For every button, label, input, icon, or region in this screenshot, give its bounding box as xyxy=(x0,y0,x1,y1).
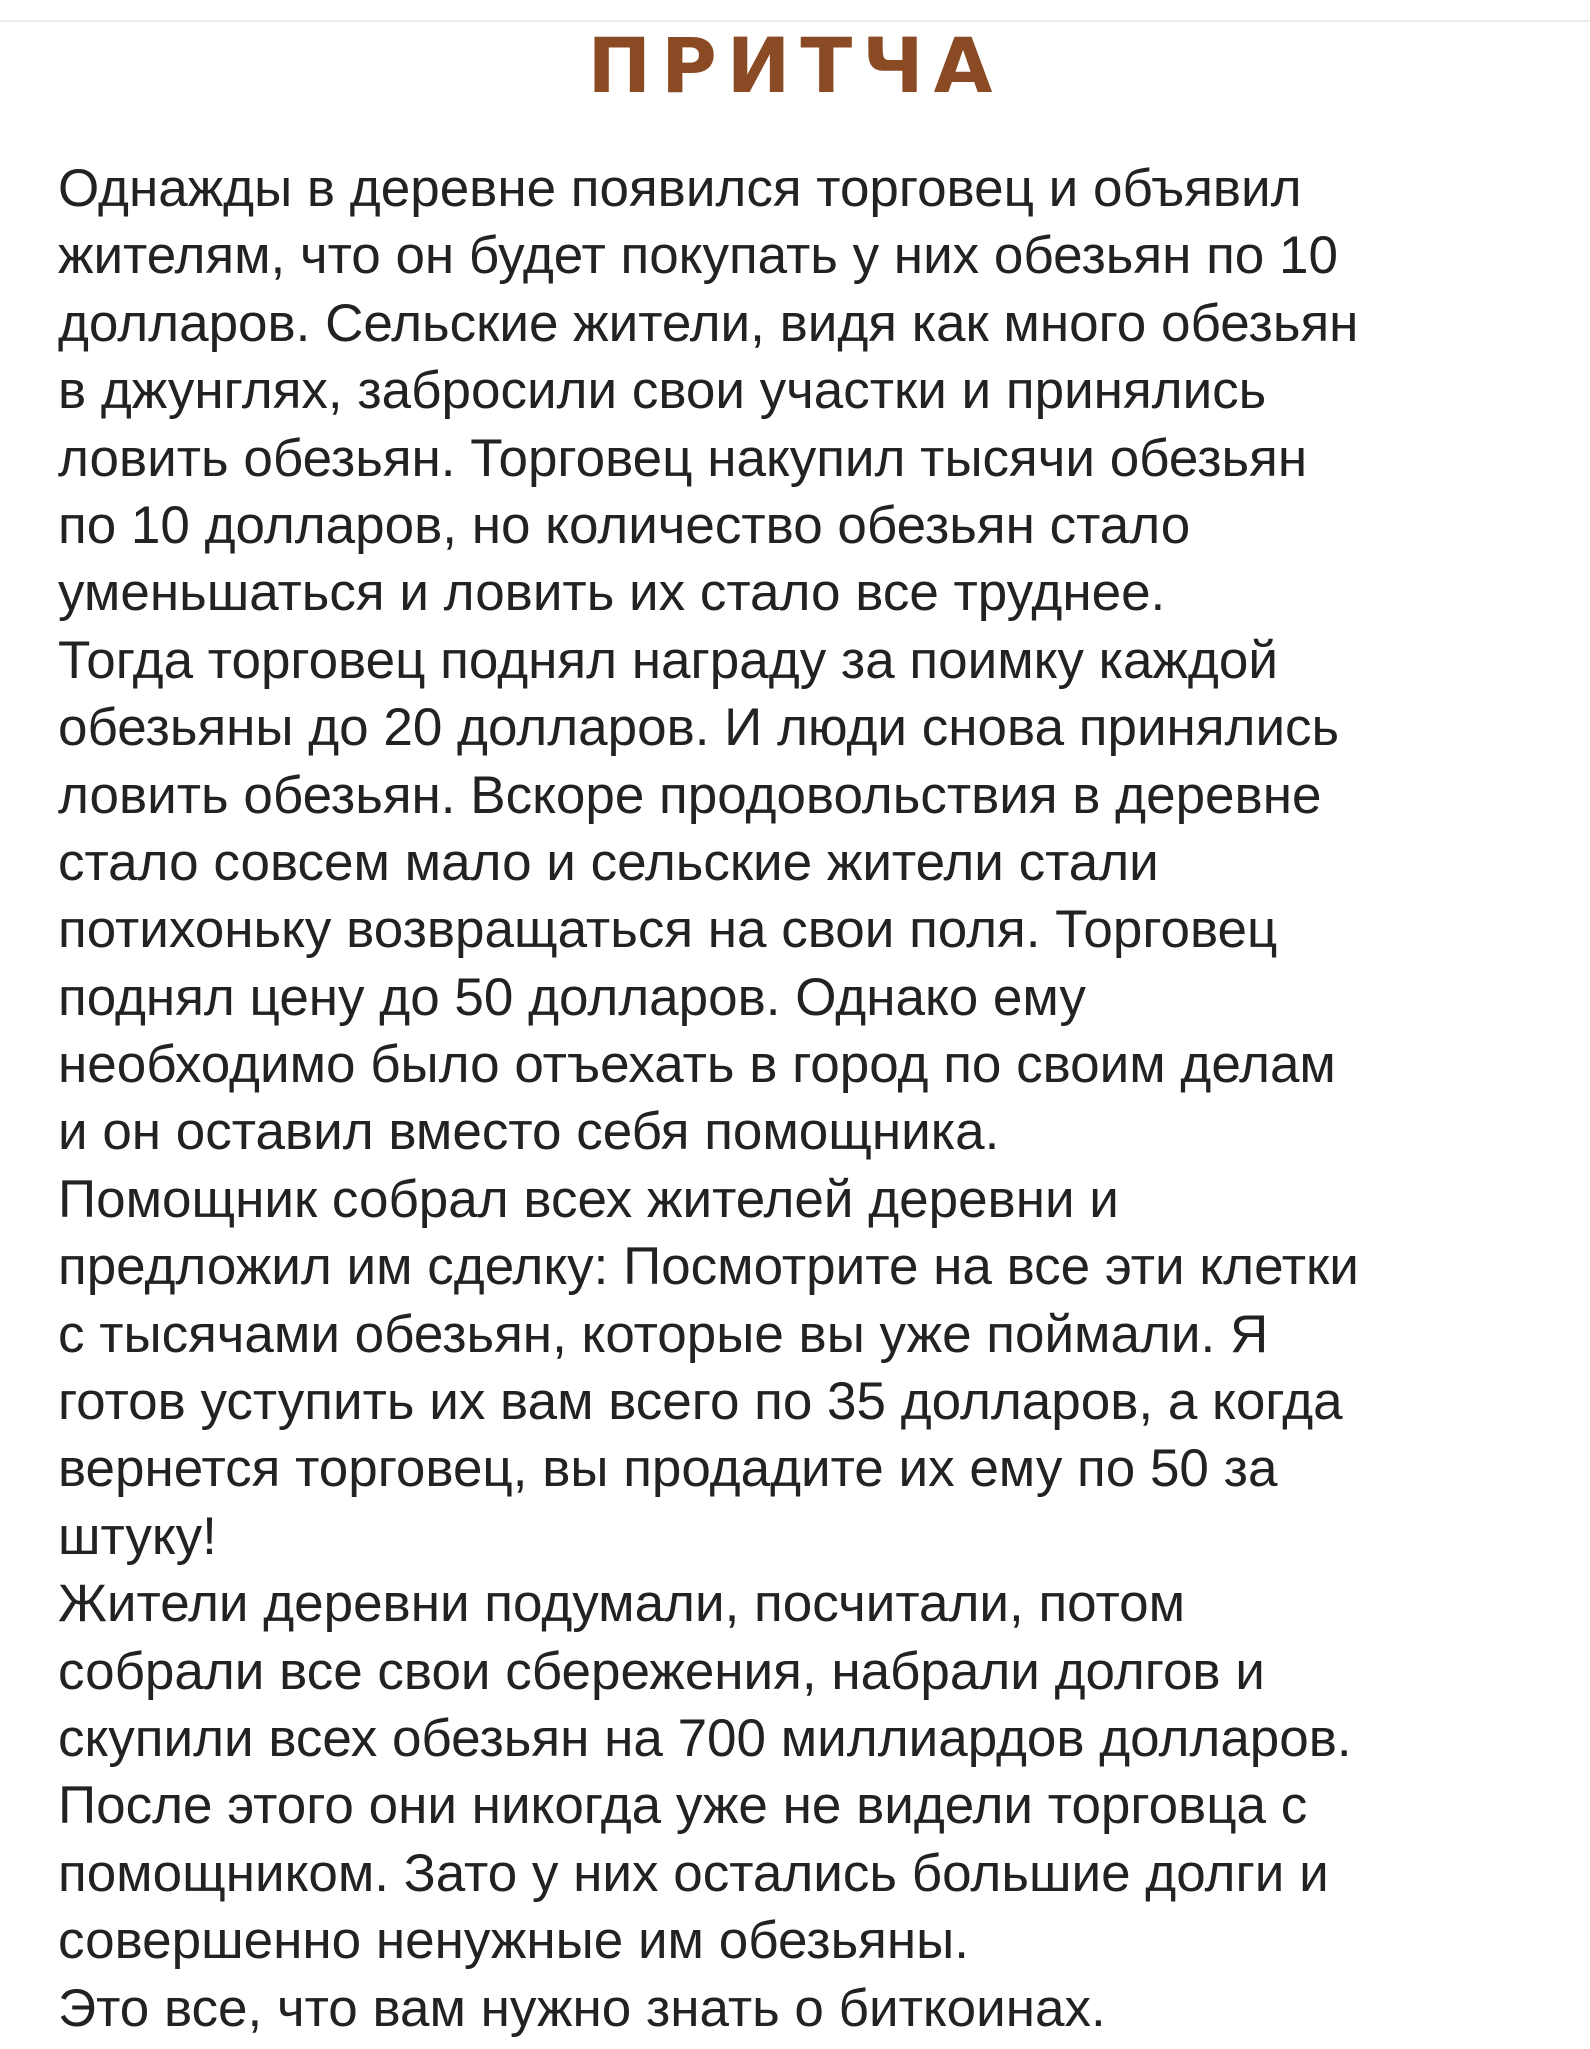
text-line: После этого они никогда уже не видели торговца с xyxy=(58,1776,1308,1836)
text-line: уменьшаться и ловить их стало все труднее. xyxy=(58,563,1166,623)
text-line: вернется торговец, вы продадите их ему по 50 за xyxy=(58,1439,1278,1499)
text-line: предложил им сделку: Посмотрите на все эти клетки xyxy=(58,1237,1359,1297)
text-line: обезьяны до 20 долларов. И люди снова принялись xyxy=(58,698,1340,758)
text-line: штуку! xyxy=(58,1506,217,1566)
text-line: ловить обезьян. Торговец накупил тысячи обезьян xyxy=(58,428,1308,488)
text-line: в джунглях, забросили свои участки и принялись xyxy=(58,361,1267,421)
text-line: Однажды в деревне появился торговец и объявил xyxy=(58,159,1302,218)
text-line: скупили всех обезьян на 700 миллиардов долларов. xyxy=(58,1708,1352,1768)
text-line: долларов. Сельские жители, видя как много обезьян xyxy=(58,293,1359,353)
text-line: необходимо было отъехать в город по своим делам xyxy=(58,1035,1336,1095)
text-line: жителям, что он будет покупать у них обезьян по 10 xyxy=(58,226,1338,286)
text-line: собрали все свои сбережения, набрали долгов и xyxy=(58,1641,1265,1701)
text-line: готов уступить их вам всего по 35 долларов, а когда xyxy=(58,1372,1343,1432)
text-line: по 10 долларов, но количество обезьян стало xyxy=(58,495,1191,555)
page-title: ПРИТЧА xyxy=(587,21,1003,110)
text-line: помощником. Зато у них остались большие долги и xyxy=(58,1843,1329,1903)
text-line: с тысячами обезьян, которые вы уже поймали. Я xyxy=(58,1304,1269,1364)
text-line: Помощник собрал всех жителей деревни и xyxy=(58,1169,1119,1229)
parable-text xyxy=(58,155,1548,2042)
text-line: поднял цену до 50 долларов. Однако ему xyxy=(58,967,1086,1027)
text-line: стало совсем мало и сельские жители стали xyxy=(58,832,1159,892)
text-line: Тогда торговец поднял награду за поимку каждой xyxy=(58,630,1278,690)
text-line: потихоньку возвращаться на свои поля. Торговец xyxy=(58,900,1278,960)
text-line: и он оставил вместо себя помощника. xyxy=(58,1102,1000,1162)
text-line: совершенно ненужные им обезьяны. xyxy=(58,1911,969,1971)
text-line: Жители деревни подумали, посчитали, потом xyxy=(58,1574,1186,1634)
text-line: Это все, что вам нужно знать о биткоинах. xyxy=(58,1978,1106,2038)
text-line: ловить обезьян. Вскоре продовольствия в деревне xyxy=(58,765,1322,825)
